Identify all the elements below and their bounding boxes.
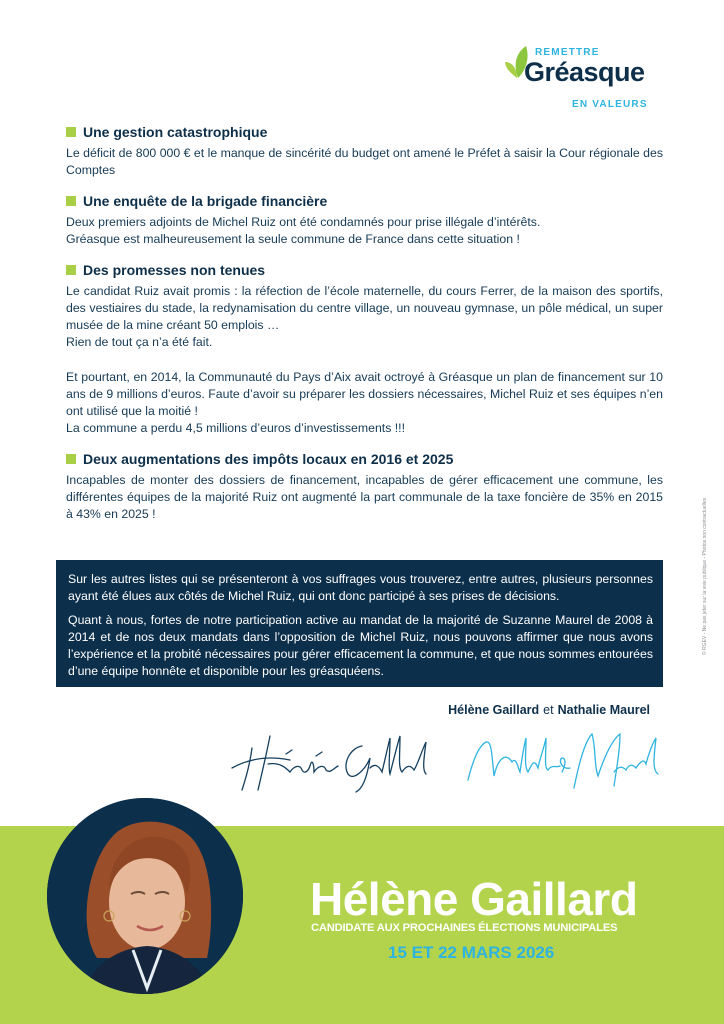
paragraph: Et pourtant, en 2014, la Communauté du Pays d’Aix avait octroyé à Gréasque un plan de financement sur 10 ans de 9 millions d’euros. Faute d’avoir su préparer les dossiers nécessaires, Michel Ruiz et ses équipes n’en ont utilisé que la moitié !	[66, 370, 663, 418]
legal-notice: © RGEV - Ne pas jeter sur la voie publique - Photos non contractuelles	[702, 497, 708, 655]
signer-conjunction: et	[543, 703, 554, 717]
statement-paragraph: Quant à nous, fortes de notre participation active au mandat de la majorité de Suzanne Maurel de 2008 à 2014 et de nos deux mandats dans l’opposition de Michel Ruiz, nous pouvons affirmer que nous avons l’expérience et la probité nécessaires pour gérer efficacement la commune, et que nous sommes entourées d’une équipe honnête et disponible pour les gréasquéens.	[68, 613, 653, 678]
signature-nathalie-maurel	[462, 728, 662, 793]
square-bullet-icon	[66, 196, 76, 206]
logo	[500, 42, 660, 117]
section-heading	[66, 262, 663, 278]
section-promesses	[66, 262, 663, 437]
candidate-subtitle: CANDIDATE AUX PROCHAINES ÉLECTIONS MUNICIPALES	[311, 922, 618, 934]
section-heading	[66, 193, 663, 209]
paragraph: Deux premiers adjoints de Michel Ruiz ont été condamnés pour prise illégale d’intérêts.	[66, 215, 541, 229]
portrait-illustration	[47, 798, 243, 994]
section-heading-text: Des promesses non tenues	[83, 262, 266, 278]
square-bullet-icon	[66, 454, 76, 464]
signer-name-1: Hélène Gaillard	[448, 703, 540, 717]
logo-tagline-top: REMETTRE	[535, 47, 600, 58]
signer-name-2: Nathalie Maurel	[557, 703, 650, 717]
paragraph: Le candidat Ruiz avait promis : la réfection de l’école maternelle, du cours Ferrer, de la maison des sportifs, des vestiaires du stade, la redynamisation du centre village, un nouveau gymnase, un pôle médical, un super musée de la mine créant 50 emplois …	[66, 284, 663, 332]
section-enquete	[66, 193, 663, 248]
paragraph: Le déficit de 800 000 € et le manque de sincérité du budget ont amené le Préfet à saisir la Cour régionale des Comptes	[66, 146, 663, 177]
paragraph: Rien de tout ça n’a été fait.	[66, 335, 213, 349]
section-heading-text: Une enquête de la brigade financière	[83, 193, 328, 209]
paragraph: Incapables de monter des dossiers de financement, incapables de gérer efficacement une commune, les différentes équipes de la majorité Ruiz ont augmenté la part communale de la taxe foncière de 35% en 2015 à 43% en 2025 !	[66, 473, 663, 521]
election-dates: 15 ET 22 MARS 2026	[388, 943, 555, 962]
logo-town-name: Gréasque	[524, 57, 645, 87]
candidate-photo	[47, 798, 243, 994]
paragraph: Gréasque est malheureusement la seule commune de France dans cette situation !	[66, 232, 520, 246]
section-heading	[66, 124, 663, 140]
section-heading-text: Une gestion catastrophique	[83, 124, 268, 140]
main-content	[66, 124, 663, 537]
paragraph: La commune a perdu 4,5 millions d’euros d’investissements !!!	[66, 421, 406, 435]
logo-tagline-bottom: EN VALEURS	[572, 99, 648, 110]
statement-box	[56, 560, 663, 687]
section-heading-text: Deux augmentations des impôts locaux en 2016 et 2025	[83, 451, 454, 467]
statement-paragraph: Sur les autres listes qui se présenteront à vos suffrages vous trouverez, entre autres, plusieurs personnes ayant été élues aux côtés de Michel Ruiz, qui ont donc participé à ses prises de décisions.	[68, 572, 653, 603]
section-heading	[66, 451, 663, 467]
square-bullet-icon	[66, 127, 76, 137]
signature-helene-gaillard	[230, 728, 430, 793]
section-impots	[66, 451, 663, 523]
signers-line	[448, 703, 650, 717]
section-gestion	[66, 124, 663, 179]
candidate-name: Hélène Gaillard	[310, 873, 638, 925]
square-bullet-icon	[66, 265, 76, 275]
